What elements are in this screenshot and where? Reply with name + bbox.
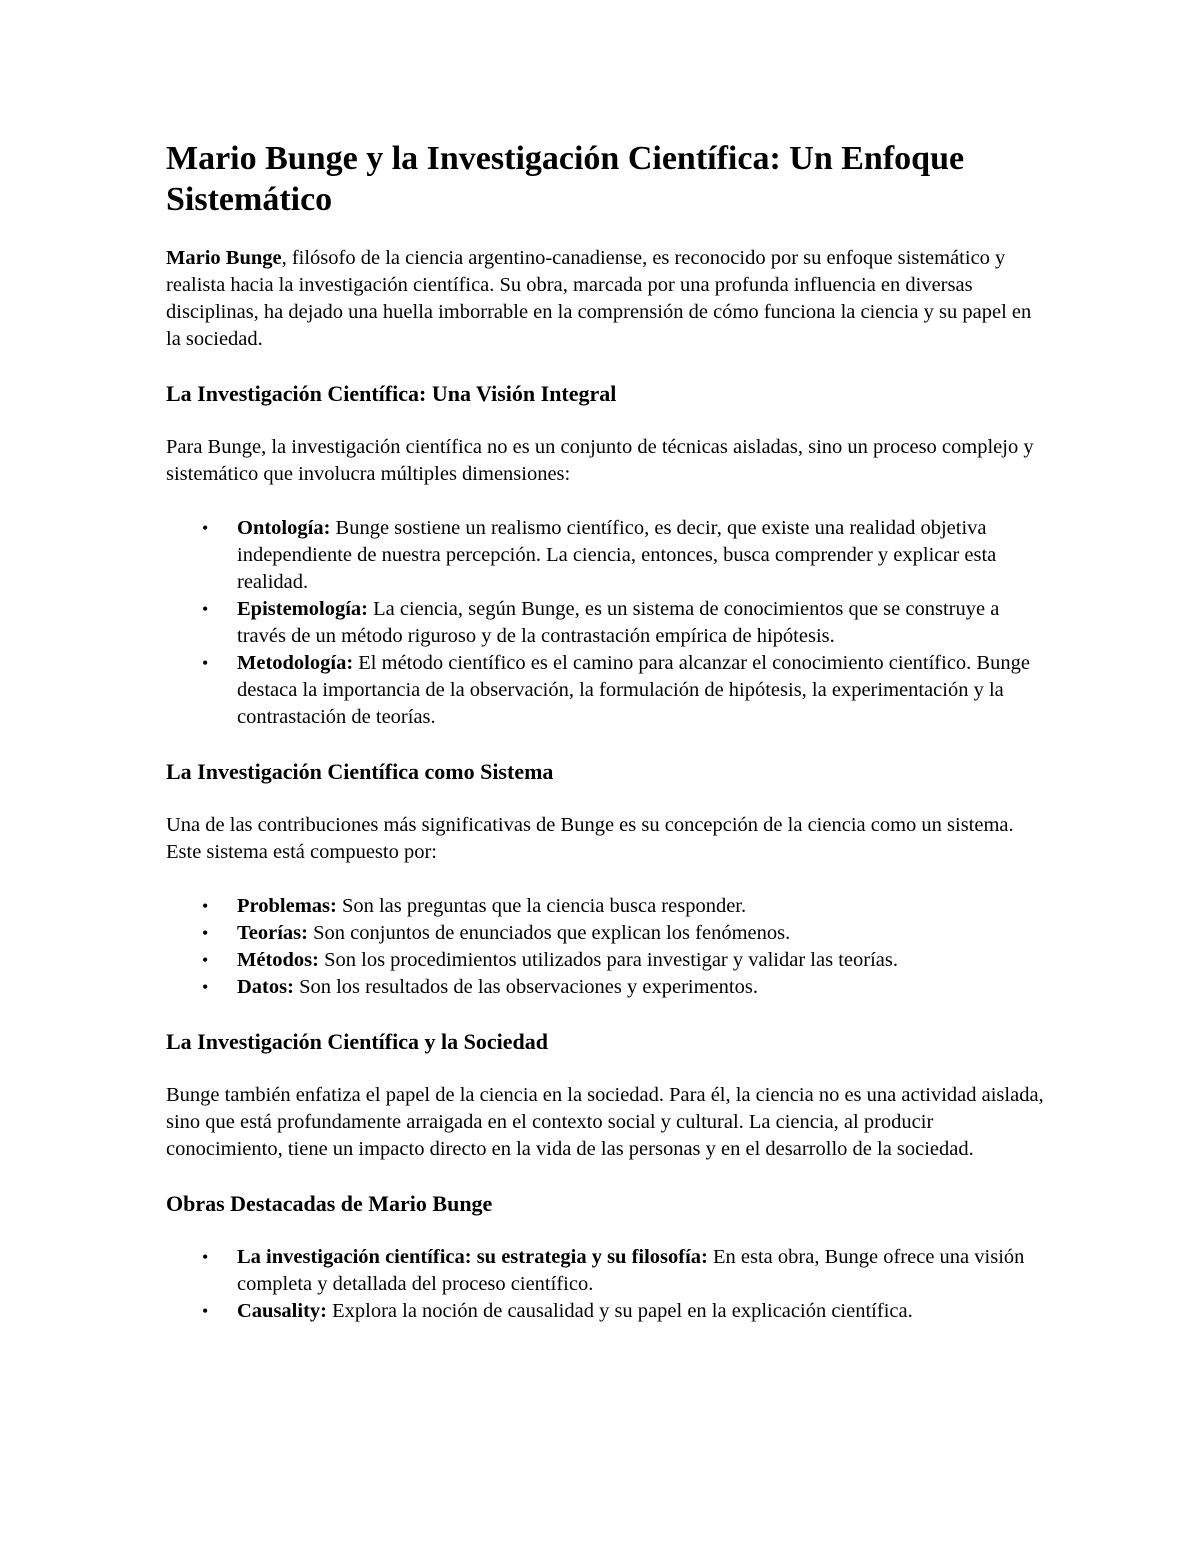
- list-item-text: Son los resultados de las observaciones y experimentos.: [293, 976, 758, 998]
- list-item-term: Epistemología:: [237, 598, 368, 620]
- list-item-term: Teorías:: [237, 922, 308, 944]
- list-item-text: La ciencia, según Bunge, es un sistema de conocimientos que se construye a través de un método riguroso y de la contrastación empírica de hipótesis.: [237, 598, 1000, 647]
- section-paragraph: Bunge también enfatiza el papel de la ciencia en la sociedad. Para él, la ciencia no es una actividad aislada, sino que está profundamente arraigada en el contexto social y cultural. La ciencia, al producir conocimiento, tiene un impacto directo en la vida de las personas y en el desarrollo de la sociedad.: [166, 1084, 1044, 1160]
- section-heading-sociedad: La Investigación Científica y la Sociedad: [166, 1029, 548, 1054]
- bullet-icon: •: [202, 950, 209, 970]
- intro-paragraph: [166, 245, 1046, 353]
- list-item-term: Metodología:: [237, 652, 354, 674]
- document-title: Mario Bunge y la Investigación Científica: Un Enfoque Sistemático: [166, 140, 965, 218]
- bullet-icon: •: [202, 599, 209, 619]
- list-item-text: Son conjuntos de enunciados que explican los fenómenos.: [308, 922, 791, 944]
- list-item-text: Son las preguntas que la ciencia busca responder.: [336, 895, 747, 917]
- dimensions-list: [166, 515, 1046, 731]
- list-item: [202, 893, 1046, 920]
- section-heading-obras: Obras Destacadas de Mario Bunge: [166, 1191, 493, 1216]
- works-list: [166, 1244, 1046, 1325]
- list-item-text: Son los procedimientos utilizados para investigar y validar las teorías.: [318, 949, 898, 971]
- list-item-text: Explora la noción de causalidad y su papel en la explicación científica.: [326, 1300, 913, 1322]
- document-page: [166, 138, 1046, 1352]
- list-item: [202, 650, 1046, 731]
- intro-text: , filósofo de la ciencia argentino-canadiense, es reconocido por su enfoque sistemático y realista hacia la investigación científica. Su obra, marcada por una profunda influencia en diversas disciplinas, ha dejado una huella imborrable en la comprensión de cómo funciona la ciencia y su papel en la sociedad.: [166, 247, 1032, 350]
- list-item: [202, 596, 1046, 650]
- list-item-text: En esta obra, Bunge ofrece una visión completa y detallada del proceso científico.: [237, 1246, 1025, 1295]
- bullet-icon: •: [202, 653, 209, 673]
- list-item-term: Problemas:: [237, 895, 337, 917]
- list-item-term: La investigación científica: su estrategia y su filosofía:: [237, 1246, 708, 1268]
- list-item-term: Datos:: [237, 976, 294, 998]
- bullet-icon: •: [202, 1301, 209, 1321]
- bullet-icon: •: [202, 1247, 209, 1267]
- bullet-icon: •: [202, 518, 209, 538]
- section-heading-como-sistema: La Investigación Científica como Sistema: [166, 759, 554, 784]
- list-item: [202, 974, 1046, 1001]
- bullet-icon: •: [202, 923, 209, 943]
- section-heading-vision-integral: La Investigación Científica: Una Visión Integral: [166, 381, 617, 406]
- list-item-text: Bunge sostiene un realismo científico, es decir, que existe una realidad objetiva independiente de nuestra percepción. La ciencia, entonces, busca comprender y explicar esta realidad.: [237, 517, 997, 593]
- list-item-term: Ontología:: [237, 517, 331, 539]
- list-item: [202, 947, 1046, 974]
- bullet-icon: •: [202, 896, 209, 916]
- list-item-term: Causality:: [237, 1300, 327, 1322]
- intro-bold-name: Mario Bunge: [166, 247, 282, 269]
- list-item: [202, 1244, 1046, 1298]
- list-item: [202, 1298, 1046, 1325]
- section-paragraph: Una de las contribuciones más significativas de Bunge es su concepción de la ciencia como un sistema. Este sistema está compuesto por:: [166, 814, 1014, 863]
- list-item-text: El método científico es el camino para alcanzar el conocimiento científico. Bunge destaca la importancia de la observación, la formulación de hipótesis, la experimentación y la contrastación de teorías.: [237, 652, 1030, 728]
- section-paragraph: Para Bunge, la investigación científica no es un conjunto de técnicas aisladas, sino un proceso complejo y sistemático que involucra múltiples dimensiones:: [166, 436, 1034, 485]
- list-item: [202, 920, 1046, 947]
- system-components-list: [166, 893, 1046, 1001]
- list-item: [202, 515, 1046, 596]
- bullet-icon: •: [202, 977, 209, 997]
- list-item-term: Métodos:: [237, 949, 319, 971]
